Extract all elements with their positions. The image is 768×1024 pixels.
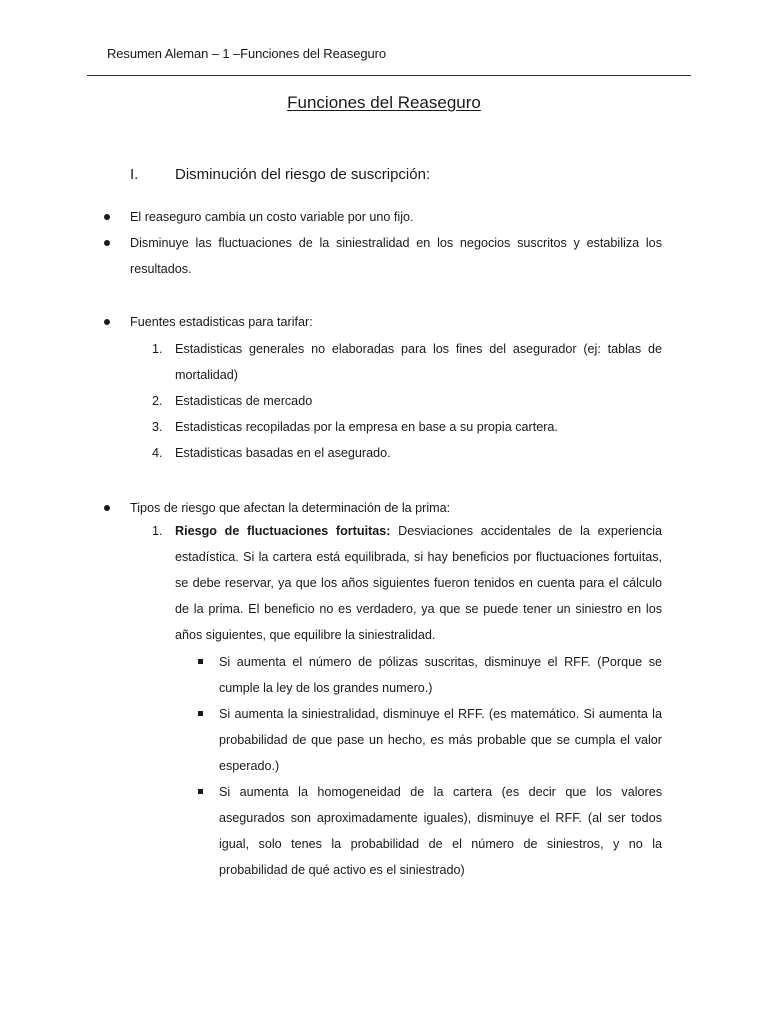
square-bullet-icon (198, 789, 203, 794)
subpoint-text: esperado.) (219, 759, 280, 773)
list-number: 4. (152, 446, 163, 460)
square-bullet-icon (198, 711, 203, 716)
subpoint-text: igual, solo tenes la probabilidad de el número de siniestros, y no la (219, 837, 662, 851)
list-number: 3. (152, 420, 163, 434)
list-item-text: Estadisticas basadas en el asegurado. (175, 446, 391, 460)
bullet-text: El reaseguro cambia un costo variable por uno fijo. (130, 210, 414, 224)
list-item-text: Estadisticas de mercado (175, 394, 313, 408)
list-item-text: años siguientes, que equilibre la siniestralidad. (175, 628, 436, 642)
list-number: 1. (152, 524, 163, 538)
section-number: I. (130, 166, 139, 183)
bullet-dot-icon (104, 505, 110, 511)
bullet-dot-icon (104, 319, 110, 325)
running-header: Resumen Aleman – 1 –Funciones del Reaseguro (107, 46, 386, 61)
list-number: 2. (152, 394, 163, 408)
list-item-text: Estadisticas generales no elaboradas para los fines del asegurador (ej: tablas de (175, 342, 662, 356)
bullet-text: Tipos de riesgo que afectan la determinación de la prima: (130, 501, 451, 515)
term-definition: Desviaciones accidentales de la experiencia (398, 524, 662, 538)
bullet-dot-icon (104, 214, 110, 220)
bullet-text: resultados. (130, 262, 192, 276)
list-item-text: mortalidad) (175, 368, 238, 382)
subpoint-text: probabilidad de qué activo es el siniestrado) (219, 863, 465, 877)
subpoint-text: asegurados son aproximadamente iguales), disminuye el RFF. (al ser todos (219, 811, 662, 825)
document-title: Funciones del Reaseguro (287, 93, 481, 112)
bullet-text: Disminuye las fluctuaciones de la siniestralidad en los negocios suscritos y estabiliza los (130, 236, 662, 250)
header-rule (87, 75, 691, 76)
bullet-dot-icon (104, 240, 110, 246)
subpoint-text: Si aumenta la siniestralidad, disminuye el RFF. (es matemático. Si aumenta la (219, 707, 662, 721)
subpoint-text: Si aumenta el número de pólizas suscritas, disminuye el RFF. (Porque se (219, 655, 662, 669)
section-heading: Disminución del riesgo de suscripción: (175, 166, 431, 183)
list-number: 1. (152, 342, 163, 356)
square-bullet-icon (198, 659, 203, 664)
term-bold: Riesgo de fluctuaciones fortuitas: (175, 524, 391, 538)
list-item-text (175, 523, 662, 539)
list-item-text: estadística. Si la cartera está equilibrada, si hay beneficios por fluctuaciones fortuitas, (175, 550, 662, 564)
bullet-text: Fuentes estadisticas para tarifar: (130, 315, 313, 329)
list-item-text: se debe reservar, ya que los años siguientes fueron tenidos en cuenta para el cálculo (175, 576, 662, 590)
subpoint-text: cumple la ley de los grandes numero.) (219, 681, 433, 695)
list-item-text: de la prima. El beneficio no es verdadero, ya que se puede tener un siniestro en los (175, 602, 662, 616)
list-item-text: Estadisticas recopiladas por la empresa en base a su propia cartera. (175, 420, 558, 434)
subpoint-text: probabilidad de que pase un hecho, es más probable que se cumpla el valor (219, 733, 662, 747)
subpoint-text: Si aumenta la homogeneidad de la cartera (es decir que los valores (219, 785, 662, 799)
